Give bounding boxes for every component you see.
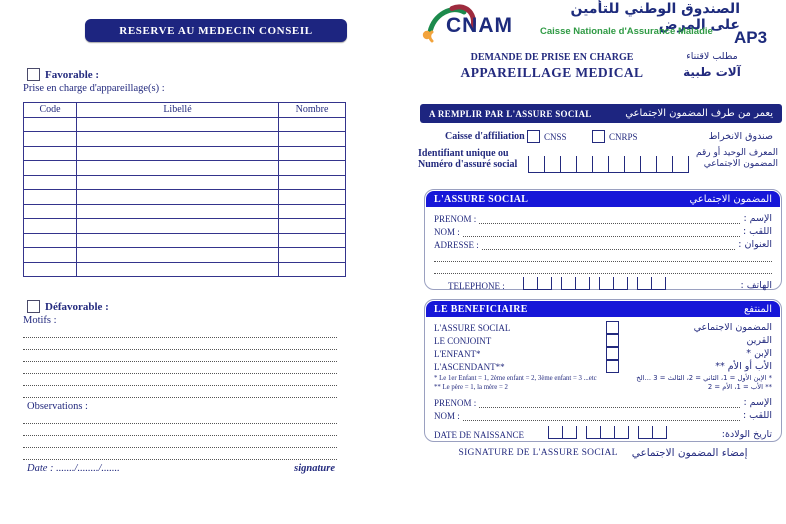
cnrps-option xyxy=(592,130,638,143)
assure-social-header-fr: L'ASSURE SOCIAL xyxy=(434,193,529,205)
cnrps-label: CNRPS xyxy=(609,131,638,142)
identifiant-label-ar-line2: المضمون الاجتماعي xyxy=(703,159,778,169)
benef-nom-row xyxy=(434,408,772,421)
identifiant-label-fr-line2: Numéro d'assuré social xyxy=(418,159,518,170)
insured-signature-label-fr: SIGNATURE DE L'ASSURE SOCIAL xyxy=(458,448,618,458)
table-row xyxy=(24,204,346,219)
form-title-line2-ar: آلات طبية xyxy=(683,65,741,79)
assure-adresse-label-ar: العنوان : xyxy=(738,239,772,250)
assure-nom-field[interactable] xyxy=(463,226,740,237)
footnote1-ar: * الإبن الأول = 1، الثاني = 2، الثالث = 3 ...الخ xyxy=(636,374,772,382)
insured-signature-row xyxy=(424,447,782,459)
assure-nom-label-fr: NOM : xyxy=(434,227,460,237)
benef-nom-label-fr: NOM : xyxy=(434,411,460,421)
benef-assure-checkbox[interactable] xyxy=(606,321,619,334)
assure-prenom-label-ar: الإسم : xyxy=(743,213,772,224)
benef-enfant-label-fr: L'ENFANT* xyxy=(434,348,481,359)
benef-enfant-checkbox[interactable] xyxy=(606,347,619,360)
fill-by-insured-bar xyxy=(420,104,782,123)
table-row xyxy=(24,219,346,234)
table-row xyxy=(24,248,346,263)
assure-adresse-continuation-line-2[interactable] xyxy=(434,262,772,274)
benef-dob-row xyxy=(434,421,772,440)
table-row xyxy=(24,146,346,161)
col-header-libelle: Libellé xyxy=(77,103,279,118)
table-row xyxy=(24,190,346,205)
observations-input-lines[interactable] xyxy=(23,412,337,460)
beneficiaire-option-ascendant xyxy=(434,360,772,373)
assure-social-header-ar: المضمون الاجتماعي xyxy=(689,193,772,205)
org-name-french: Caisse Nationale d'Assurance Maladie xyxy=(540,26,713,37)
identifiant-label-ar-line1: المعرف الوحيد أو رقم xyxy=(695,148,778,158)
footnote1-fr: * Le 1er Enfant = 1, 2ème enfant = 2, 3ème enfant = 3 ...etc xyxy=(434,375,597,382)
assure-social-panel xyxy=(400,0,786,524)
benef-conjoint-checkbox[interactable] xyxy=(606,334,619,347)
beneficiaire-header-fr: LE BENEFICIAIRE xyxy=(434,303,528,315)
benef-prenom-label-fr: PRENOM : xyxy=(434,398,477,408)
favorable-row xyxy=(27,68,99,81)
beneficiaire-option-assure xyxy=(434,321,772,334)
col-header-code: Code xyxy=(24,103,77,118)
table-row xyxy=(24,117,346,132)
assure-adresse-field[interactable] xyxy=(482,239,736,250)
identifiant-label-fr-line1: Identifiant unique ou xyxy=(418,148,509,159)
beneficiaire-option-enfant xyxy=(434,347,772,360)
defavorable-checkbox[interactable] xyxy=(27,300,40,313)
form-title-line1-ar: مطلب لاقتناء xyxy=(686,51,738,62)
reserve-medecin-title: RESERVE AU MEDECIN CONSEIL xyxy=(119,24,313,37)
footnote2-fr: ** Le père = 1, la mère = 2 xyxy=(434,384,508,391)
cnam-logo-text: CNAM xyxy=(446,14,513,37)
assure-nom-label-ar: اللقب : xyxy=(742,226,772,237)
beneficiaire-header-ar: المنتفع xyxy=(743,303,772,315)
benef-conjoint-label-ar: القرين xyxy=(746,335,772,346)
insured-signature-label-ar: إمضاء المضمون الاجتماعي xyxy=(631,447,748,459)
cnss-checkbox[interactable] xyxy=(527,130,540,143)
benef-ascendant-label-ar: الأب أو الأم ** xyxy=(715,361,772,372)
benef-dob-label-fr: DATE DE NAISSANCE xyxy=(434,430,524,440)
assure-prenom-label-fr: PRENOM : xyxy=(434,214,477,224)
assure-prenom-row xyxy=(434,211,772,224)
footnotes-fr xyxy=(434,374,597,395)
benef-nom-label-ar: اللقب : xyxy=(742,410,772,421)
favorable-label: Favorable : xyxy=(45,68,100,81)
beneficiaire-option-conjoint xyxy=(434,334,772,347)
col-header-nombre: Nombre xyxy=(279,103,346,118)
reserve-medecin-header xyxy=(85,19,347,42)
benef-assure-label-ar: المضمون الاجتماعي xyxy=(693,322,772,333)
affiliation-label-ar: صندوق الانخراط xyxy=(708,131,773,142)
benef-prenom-field[interactable] xyxy=(479,397,740,408)
assure-nom-row xyxy=(434,224,772,237)
benef-ascendant-checkbox[interactable] xyxy=(606,360,619,373)
assure-adresse-continuation-line-1[interactable] xyxy=(434,250,772,262)
beneficiaire-footnotes xyxy=(434,373,772,395)
table-row xyxy=(24,132,346,147)
identifiant-label-ar xyxy=(678,148,778,170)
benef-assure-label-fr: L'ASSURE SOCIAL xyxy=(434,322,511,333)
benef-conjoint-label-fr: LE CONJOINT xyxy=(434,335,492,346)
benef-nom-field[interactable] xyxy=(463,410,740,421)
assure-telephone-label-fr: TELEPHONE : xyxy=(448,281,505,291)
benef-dob-label-ar: تاريخ الولادة: xyxy=(721,429,772,440)
table-row xyxy=(24,233,346,248)
favorable-checkbox[interactable] xyxy=(27,68,40,81)
observations-label: Observations : xyxy=(27,401,88,412)
form-title-line1-fr: DEMANDE DE PRISE EN CHARGE xyxy=(470,52,634,63)
assure-adresse-row xyxy=(434,237,772,250)
assure-social-section xyxy=(424,189,782,290)
fill-bar-label-ar: يعمر من طرف المضمون الاجتماعي xyxy=(625,108,773,119)
assure-telephone-row xyxy=(434,274,772,291)
signature-label: signature xyxy=(294,463,335,474)
table-header-row xyxy=(24,103,346,118)
defavorable-row xyxy=(27,300,109,313)
assure-prenom-field[interactable] xyxy=(479,213,740,224)
table-row xyxy=(24,161,346,176)
identifiant-label-fr xyxy=(418,148,530,170)
telephone-digit-boxes[interactable] xyxy=(523,277,666,290)
fill-bar-label-fr: A REMPLIR PAR L'ASSURE SOCIAL xyxy=(429,108,592,119)
benef-prenom-label-ar: الإسم : xyxy=(743,397,772,408)
defavorable-label: Défavorable : xyxy=(45,300,109,313)
identifiant-digit-boxes[interactable] xyxy=(528,156,689,173)
prise-en-charge-label: Prise en charge d'appareillage(s) : xyxy=(23,83,165,94)
affiliation-label-fr: Caisse d'affiliation xyxy=(445,131,525,142)
cnss-label: CNSS xyxy=(544,131,567,142)
form-title-line2-fr: APPAREILLAGE MEDICAL xyxy=(460,65,644,80)
cnss-option xyxy=(527,130,567,143)
dob-digit-boxes[interactable] xyxy=(548,426,667,439)
form-code-badge: AP3 xyxy=(734,28,768,47)
benef-ascendant-label-fr: L'ASCENDANT** xyxy=(434,361,505,372)
footnote2-ar: ** الأب = 1، الأم = 2 xyxy=(707,383,772,391)
table-row xyxy=(24,175,346,190)
appareillage-table-body[interactable] xyxy=(24,117,346,277)
cnrps-checkbox[interactable] xyxy=(592,130,605,143)
beneficiaire-header xyxy=(426,301,780,317)
table-row xyxy=(24,262,346,277)
appareillage-table[interactable] xyxy=(23,102,346,277)
date-signature-row xyxy=(27,463,335,474)
assure-telephone-label-ar: الهاتف : xyxy=(740,280,772,291)
beneficiaire-section xyxy=(424,299,782,442)
motifs-label: Motifs : xyxy=(23,315,57,326)
benef-enfant-label-ar: الإبن * xyxy=(746,348,772,359)
date-field[interactable]: Date : ......./......../....... xyxy=(27,463,120,474)
assure-adresse-label-fr: ADRESSE : xyxy=(434,240,479,250)
motifs-input-lines[interactable] xyxy=(23,326,337,398)
footnotes-ar xyxy=(636,374,772,395)
benef-prenom-row xyxy=(434,395,772,408)
org-name-arabic: الصندوق الوطني للتأمين على المرض xyxy=(570,1,740,33)
assure-social-header xyxy=(426,191,780,207)
